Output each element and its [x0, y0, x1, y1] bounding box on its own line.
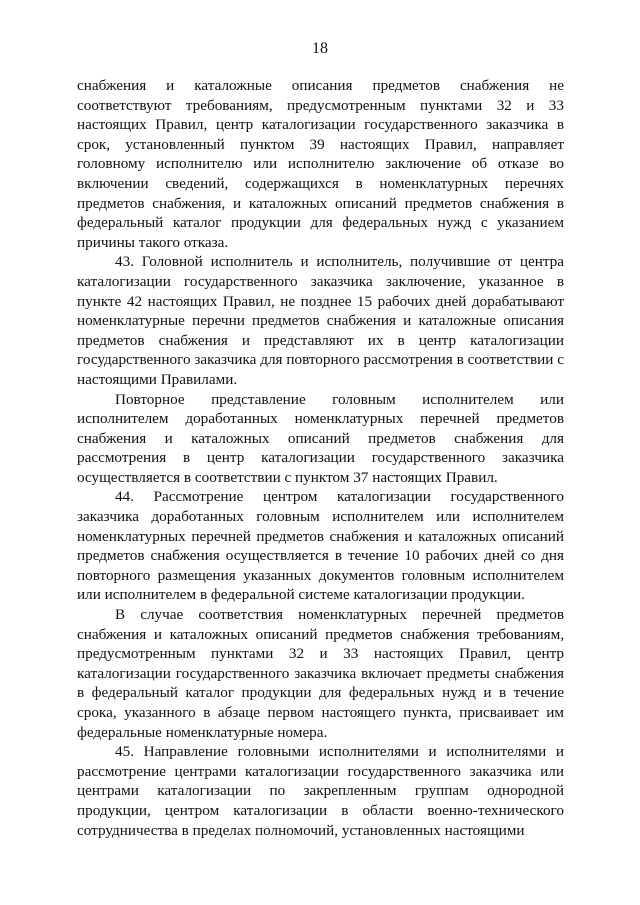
paragraph-item-44: 44. Рассмотрение центром каталогизации государственного заказчика доработанных головным исполнителем или исполнителем номенклатурных перечней предметов снабжения и каталожных описаний предметов снабжения осуществляется в течение 10 рабочих дней со дня повторного размещения указанных документов головным исполнителем или исполнителем в федеральной системе каталогизации продукции.	[77, 488, 564, 604]
paragraph-continuation: снабжения и каталожные описания предметов снабжения не соответствуют требованиям, предусмотренным пунктами 32 и 33 настоящих Правил, центр каталогизации государственного заказчика в срок, установленный пунктом 39 настоящих Правил, направляет головному исполнителю или исполнителю заключение об отказе во включении сведений, содержащихся в номенклатурных перечнях предметов снабжения, и каталожных описаний предметов снабжения в федеральный каталог продукции для федеральных нужд с указанием причины такого отказа.	[77, 77, 564, 251]
page-number: 18	[312, 40, 328, 57]
document-body	[77, 76, 564, 840]
paragraph-resubmission: Повторное представление головным исполнителем или исполнителем доработанных номенклатурных перечней предметов снабжения и каталожных описаний предметов снабжения для рассмотрения в центр каталогизации государственного заказчика осуществляется в соответствии с пунктом 37 настоящих Правил.	[77, 390, 564, 486]
paragraph-compliance-case: В случае соответствия номенклатурных перечней предметов снабжения и каталожных описаний предметов снабжения требованиям, предусмотренным пунктами 32 и 33 настоящих Правил, центр каталогизации государственного заказчика включает предметы снабжения в федеральный каталог продукции для федеральных нужд и в течение срока, указанного в абзаце первом настоящего пункта, присваивает им федеральные номенклатурные номера.	[77, 606, 564, 741]
paragraph-item-43: 43. Головной исполнитель и исполнитель, получившие от центра каталогизации государственного заказчика заключение, указанное в пункте 42 настоящих Правил, не позднее 15 рабочих дней дорабатывают номенклатурные перечни предметов снабжения и каталожные описания предметов снабжения и представляют их в центр каталогизации государственного заказчика для повторного рассмотрения в соответствии с настоящими Правилами.	[77, 253, 564, 388]
paragraph-item-45: 45. Направление головными исполнителями и исполнителями и рассмотрение центрами каталогизации государственного заказчика или центрами каталогизации по закрепленным группам однородной продукции, центром каталогизации в области военно-технического сотрудничества в пределах полномочий, установленных настоящими	[77, 743, 564, 839]
